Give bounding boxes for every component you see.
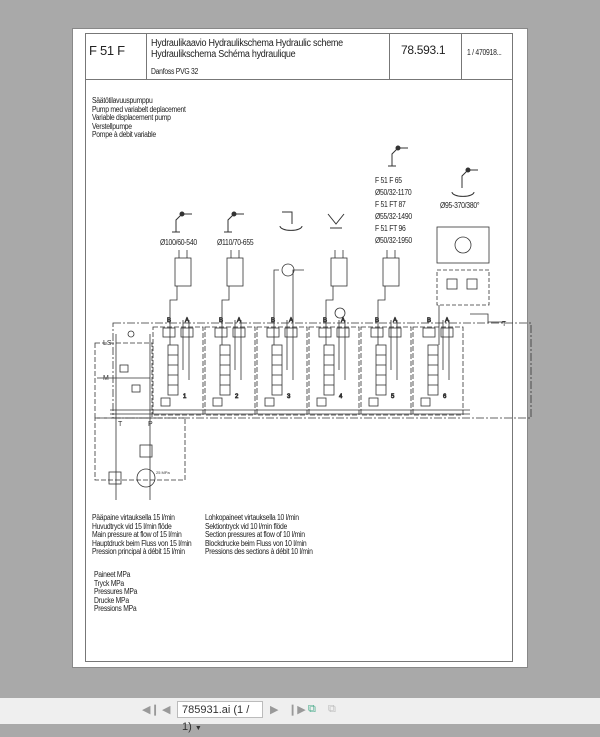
label-line: Ø50/32-1950 — [375, 236, 412, 245]
valve-section-3 — [257, 270, 307, 415]
note-line: Pressions des sections à débit 10 l/min — [205, 547, 313, 557]
prev-page-button[interactable]: ◀ — [162, 704, 171, 716]
cylinder-symbol — [227, 258, 243, 286]
desc-line: Säätötilavuuspumppu — [92, 96, 153, 105]
next-page-button[interactable]: ▶ — [270, 704, 279, 716]
drawing-number: 78.593.1 — [401, 43, 446, 57]
note-line: Section pressures at flow of 10 l/min — [205, 530, 305, 540]
desc-line: Variable displacement pump — [92, 113, 171, 123]
note-line: Pääpaine virtauksella 15 l/min — [92, 513, 175, 522]
note-line: Drucke MPa — [94, 595, 129, 605]
pump-symbol — [137, 469, 155, 487]
port-b-label: B — [323, 318, 328, 324]
pressure-comp — [369, 398, 378, 406]
boom-fold-icon — [224, 214, 244, 232]
note-line: Paineet MPa — [94, 570, 131, 579]
rotator-icon — [280, 212, 302, 230]
title-line-2: Hydraulikschema Schéma hydraulique — [151, 49, 296, 60]
note-line: Pressions MPa — [94, 604, 137, 614]
spool-valve — [168, 345, 178, 395]
shock-valve — [215, 328, 227, 337]
port-a-label: A — [237, 318, 242, 324]
valve-section-4 — [309, 250, 359, 415]
copy-page-icon[interactable]: ⧉ — [308, 703, 316, 715]
page-select-dropdown[interactable] — [177, 701, 263, 733]
shock-valve — [267, 328, 279, 337]
valve-section-5 — [361, 250, 411, 415]
tank-port-label: T — [502, 321, 507, 328]
spool-valve — [272, 345, 282, 395]
inlet-and-pump — [95, 227, 531, 500]
viewer-toolbar — [0, 698, 600, 733]
label-line: F 51 F 65 — [375, 176, 402, 185]
port-a-label: A — [445, 318, 450, 324]
subtitle: Danfoss PVG 32 — [151, 67, 199, 76]
t-port-label: T — [118, 421, 123, 428]
note-line: Sektiontryck vid 10 l/min flöde — [205, 521, 288, 531]
ls-port-label: LS — [103, 340, 112, 347]
note-line: Huvudtryck vid 15 l/min flöde — [92, 521, 172, 531]
section-number: 2 — [235, 394, 239, 400]
title-line-1: Hydraulikaavio Hydraulikschema Hydraulic scheme — [151, 38, 343, 49]
return-filter-symbol — [109, 472, 121, 484]
section-number: 4 — [339, 394, 343, 400]
p-port-label: P — [148, 421, 153, 428]
last-page-button[interactable]: ❙▶ — [288, 704, 306, 716]
port-a-label: A — [393, 318, 398, 324]
label-line: F 51 FT 96 — [375, 224, 406, 233]
label-line: Ø50/32-1170 — [375, 188, 412, 197]
note-line: Pressures MPa — [94, 587, 138, 597]
cylinder-symbol — [331, 258, 347, 286]
m-port-label: M — [103, 375, 109, 382]
actuator-label-1: Ø100/60-540 — [160, 238, 197, 247]
port-b-label: B — [167, 318, 172, 324]
shock-valve — [163, 328, 175, 337]
port-a-label: A — [289, 318, 294, 324]
note-line: Main pressure at flow of 15 l/min — [92, 530, 182, 540]
note-line: Tryck MPa — [94, 578, 124, 588]
pressure-comp — [317, 398, 326, 406]
cylinder-symbol — [383, 258, 399, 286]
port-a-label: A — [341, 318, 346, 324]
section-number: 5 — [391, 394, 395, 400]
pressure-comp — [265, 398, 274, 406]
shock-valve — [371, 328, 383, 337]
first-page-button[interactable]: ◀❙ — [142, 704, 160, 716]
valve-section-6 — [413, 305, 463, 415]
desc-line: Verstellpumpe — [92, 121, 132, 131]
spool-valve — [376, 345, 386, 395]
slewing-icon — [452, 170, 478, 196]
motor-symbol — [282, 264, 294, 276]
page-select-value: 785931.ai (1 / 1) — [182, 704, 250, 733]
gauge-symbol — [335, 308, 345, 318]
extension-icon — [388, 148, 408, 166]
note-line: Pression principal à débit 15 l/min — [92, 547, 185, 557]
label-line: Ø55/32-1490 — [375, 212, 412, 221]
port-b-label: B — [219, 318, 224, 324]
paste-page-icon[interactable]: ⧉ — [328, 703, 336, 715]
desc-line: Pump med variabelt deplacement — [92, 104, 186, 114]
pressure-comp — [213, 398, 222, 406]
pressure-comp — [421, 398, 430, 406]
section-number: 3 — [287, 394, 291, 400]
section-number: 1 — [183, 394, 187, 400]
desc-line: Pompe à debit variable — [92, 130, 156, 140]
boom-lift-icon — [172, 214, 192, 232]
chevron-down-icon: ▼ — [194, 725, 202, 732]
port-b-label: B — [375, 318, 380, 324]
spool-valve — [324, 345, 334, 395]
relief-setting-label: 25 MPa — [156, 470, 170, 475]
spool-valve — [220, 345, 230, 395]
note-line: Hauptdruck beim Fluss von 15 l/min — [92, 538, 192, 548]
drawing-code: F 51 F — [89, 43, 125, 58]
port-b-label: B — [427, 318, 432, 324]
valve-section-2 — [205, 250, 255, 415]
shock-valve — [319, 328, 331, 337]
control-icons — [172, 146, 478, 232]
actuator-label-6: Ø95-370/380° — [440, 201, 480, 210]
port-b-label: B — [271, 318, 276, 324]
label-line: F 51 FT 87 — [375, 200, 406, 209]
shock-valve — [423, 328, 435, 337]
note-line: Blockdrucke beim Fluss von 10 l/min — [205, 538, 307, 548]
pressure-comp — [161, 398, 170, 406]
port-a-label: A — [185, 318, 190, 324]
spool-valve — [428, 345, 438, 395]
page-ref: 1 / 470918... — [467, 48, 502, 57]
cylinder-symbol — [175, 258, 191, 286]
swing-cylinder-symbol — [437, 227, 489, 263]
actuator-label-2: Ø110/70-655 — [217, 238, 254, 247]
note-line: Lohkopaineet virtauksella 10 l/min — [205, 513, 299, 522]
swing-brake-valves — [437, 270, 489, 305]
valve-section-1 — [153, 250, 203, 415]
section-number: 6 — [443, 394, 447, 400]
grapple-icon — [328, 214, 344, 228]
